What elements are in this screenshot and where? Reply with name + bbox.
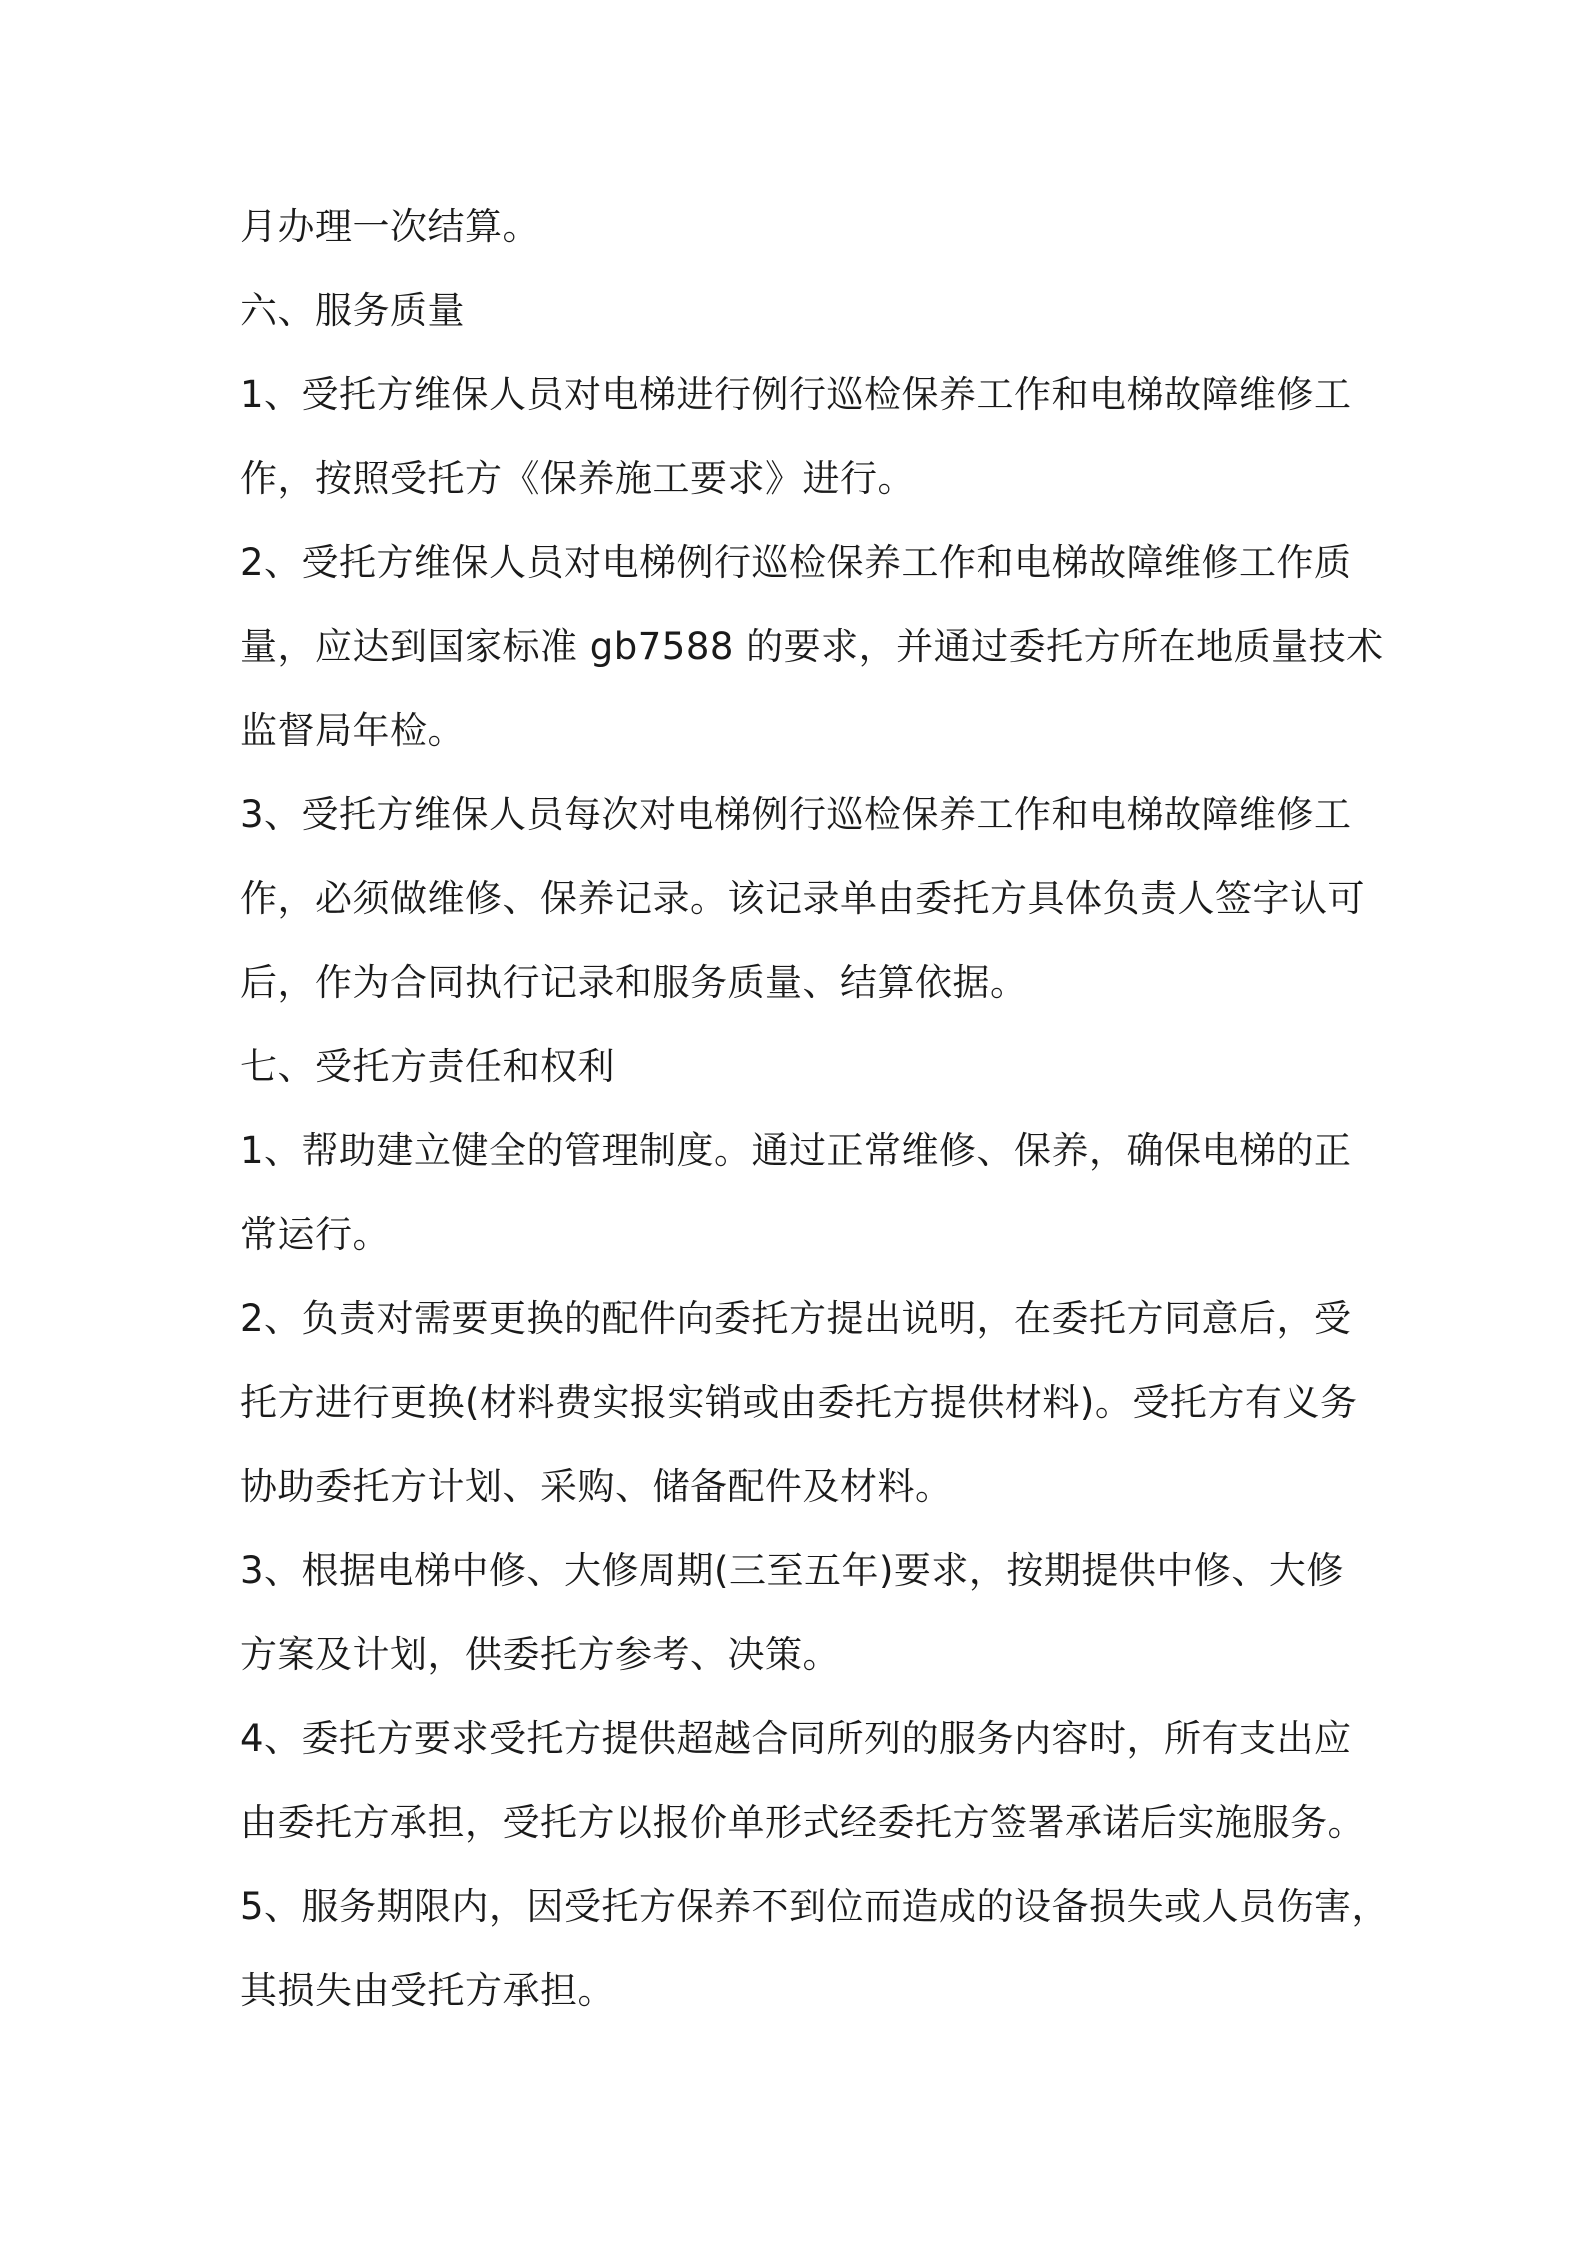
text-line: 后，作为合同执行记录和服务质量、结算依据。	[240, 961, 1028, 1004]
text-line: 2、负责对需要更换的配件向委托方提出说明，在委托方同意后，受	[240, 1297, 1352, 1340]
section-heading-responsibilities: 七、受托方责任和权利	[240, 1045, 615, 1088]
text-line: 1、帮助建立健全的管理制度。通过正常维修、保养，确保电梯的正	[240, 1129, 1352, 1172]
text-line: 协助委托方计划、采购、储备配件及材料。	[240, 1465, 953, 1508]
text-line: 作，按照受托方《保养施工要求》进行。	[240, 457, 915, 500]
text-line: 监督局年检。	[240, 709, 465, 752]
text-line: 作，必须做维修、保养记录。该记录单由委托方具体负责人签字认可	[240, 877, 1365, 920]
text-line: 其损失由受托方承担。	[240, 1969, 615, 2012]
text-line: 常运行。	[240, 1213, 390, 1256]
document-page	[240, 185, 1390, 2033]
text-line: 由委托方承担，受托方以报价单形式经委托方签署承诺后实施服务。	[240, 1801, 1365, 1844]
text-line: 4、委托方要求受托方提供超越合同所列的服务内容时，所有支出应	[240, 1717, 1352, 1760]
text-line: 月办理一次结算。	[240, 205, 540, 248]
text-line: 方案及计划，供委托方参考、决策。	[240, 1633, 840, 1676]
text-line: 量，应达到国家标准 gb7588 的要求，并通过委托方所在地质量技术	[240, 625, 1384, 668]
text-line: 托方进行更换(材料费实报实销或由委托方提供材料)。受托方有义务	[240, 1381, 1358, 1424]
text-line: 1、受托方维保人员对电梯进行例行巡检保养工作和电梯故障维修工	[240, 373, 1352, 416]
text-line: 5、服务期限内，因受托方保养不到位而造成的设备损失或人员伤害，	[240, 1885, 1390, 1928]
section-heading-service-quality: 六、服务质量	[240, 289, 465, 332]
text-line: 2、受托方维保人员对电梯例行巡检保养工作和电梯故障维修工作质	[240, 541, 1352, 584]
text-line: 3、受托方维保人员每次对电梯例行巡检保养工作和电梯故障维修工	[240, 793, 1352, 836]
text-line: 3、根据电梯中修、大修周期(三至五年)要求，按期提供中修、大修	[240, 1549, 1344, 1592]
